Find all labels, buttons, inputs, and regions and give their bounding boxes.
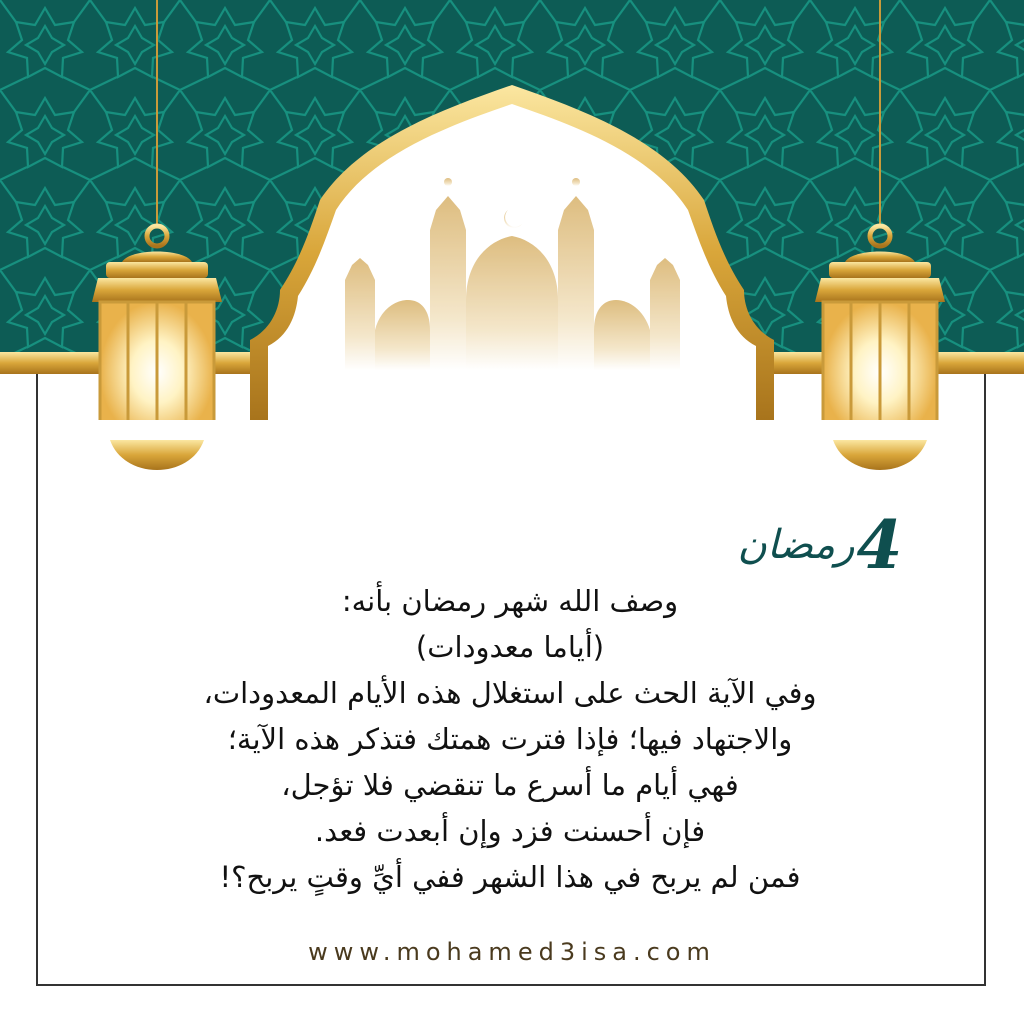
- message-line: فإن أحسنت فزد وإن أبعدت فعد.: [314, 814, 706, 848]
- message-line: وصف الله شهر رمضان بأنه:: [341, 584, 679, 618]
- lantern-bottoms: [0, 420, 1024, 500]
- message-line: والاجتهاد فيها؛ فإذا فترت همتك فتذكر هذه الآية؛: [227, 722, 793, 756]
- message-line: فهي أيام ما أسرع ما تنقضي فلا تؤجل،: [281, 768, 739, 802]
- day-title: [700, 500, 940, 590]
- day-word: رمضان: [737, 522, 855, 568]
- message-line: وفي الآية الحث على استغلال هذه الأيام المعدودات،: [203, 676, 817, 710]
- day-number: 4: [856, 506, 903, 584]
- website-url: www.mohamed3isa.com: [308, 938, 716, 966]
- message-line: (أياما معدودات): [415, 630, 605, 664]
- header-banner: [0, 0, 1024, 420]
- message-text: [120, 578, 900, 900]
- message-line: فمن لم يربح في هذا الشهر ففي أيِّ وقتٍ يربح؟!: [219, 860, 801, 894]
